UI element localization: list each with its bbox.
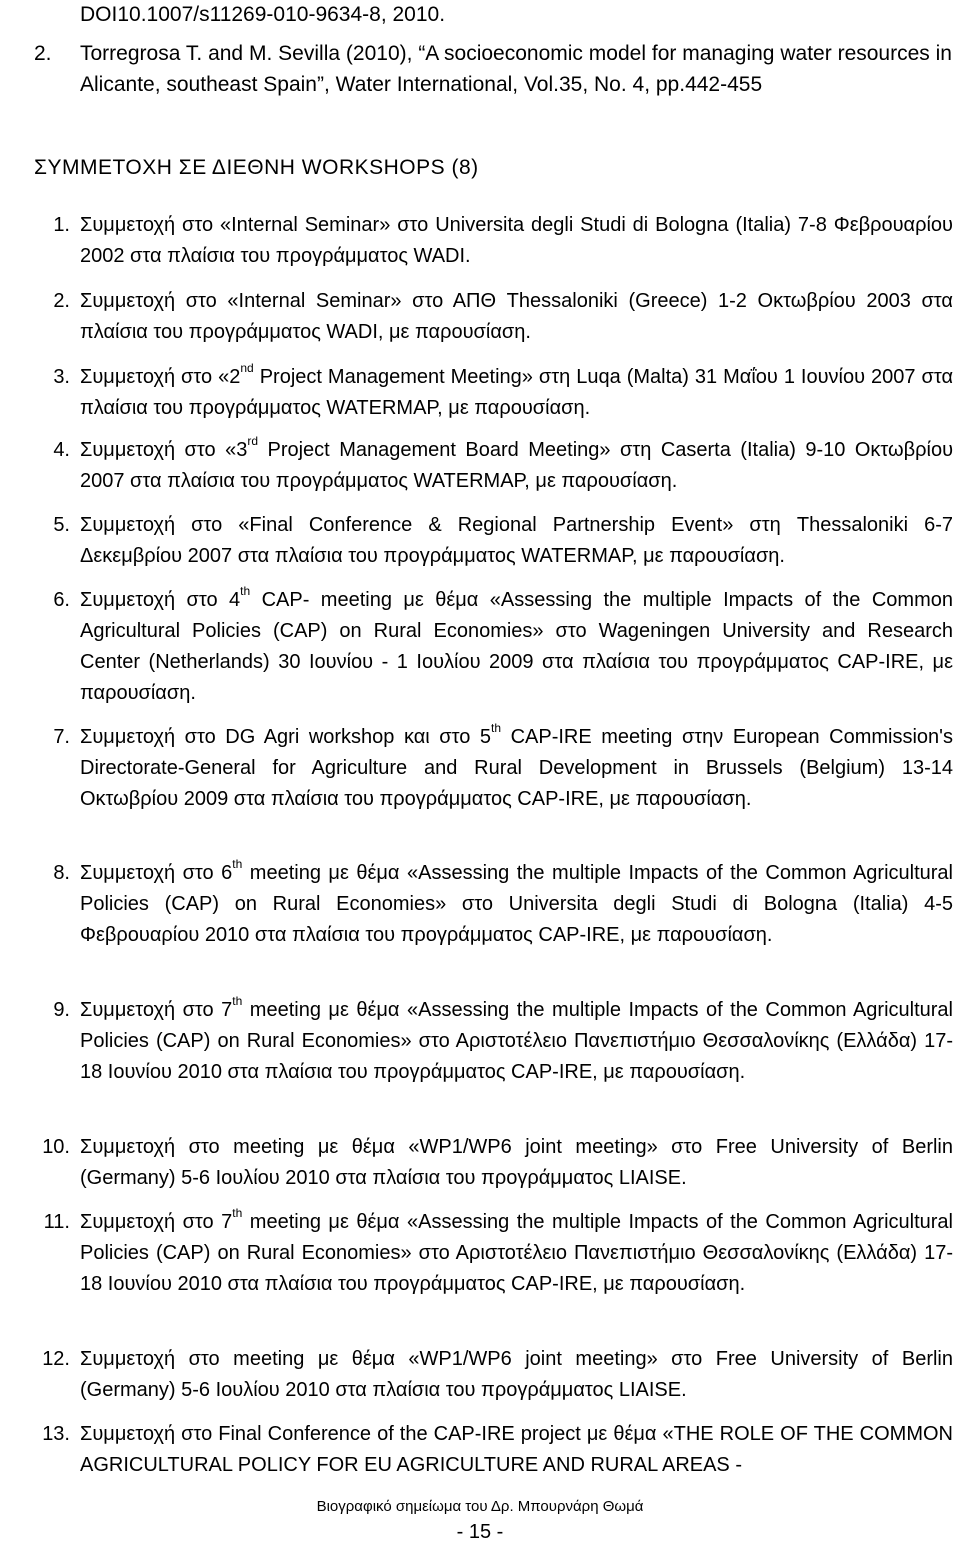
list-item	[0, 362, 960, 424]
item-text: Συμμετοχή στο meeting με θέμα «WP1/WP6 joint meeting» στο Free University of Berlin (Germany) 5-6 Ιουλίου 2010 στα πλαίσια του προγράμματος LIAISE.	[80, 1348, 953, 1401]
list-item	[0, 858, 960, 951]
page-number: - 15 -	[456, 1521, 504, 1543]
list-item	[0, 510, 960, 572]
item-number: 3.	[53, 366, 70, 388]
item-number: 1.	[53, 214, 70, 236]
item-text: Συμμετοχή στο «Internal Seminar» στο ΑΠΘ Thessaloniki (Greece) 1-2 Οκτωβρίου 2003 στα πλαίσια του προγράμματος WADI, με παρουσίαση.	[80, 290, 953, 343]
list-item	[0, 1207, 960, 1300]
list-item	[0, 1419, 960, 1481]
item-number: 11.	[43, 1211, 70, 1233]
item-number: 7.	[53, 726, 70, 748]
item-number: 5.	[53, 514, 70, 536]
item-number: 2.	[53, 290, 70, 312]
section-heading: ΣΥΜΜΕΤΟΧΗ ΣΕ ΔΙΕΘΝΗ WORKSHOPS (8)	[34, 156, 479, 179]
item-number: 10.	[42, 1136, 70, 1158]
item-text: Συμμετοχή στο «2nd Project Management Meeting» στη Luqa (Malta) 31 Μαΐου 1 Ιουνίου 2007 στα πλαίσια του προγράμματος WATERMAP, με παρουσίαση.	[80, 361, 954, 419]
list-item	[0, 210, 960, 272]
footer-author: Βιογραφικό σημείωμα του Δρ. Μπουρνάρη Θωμά	[316, 1498, 644, 1515]
item-number: 12.	[42, 1348, 70, 1370]
item-text: Συμμετοχή στο «3rd Project Management Board Meeting» στη Caserta (Italia) 9-10 Οκτωβρίου 2007 στα πλαίσια του προγράμματος WATERMAP, με παρουσίαση.	[80, 434, 954, 492]
item-number: 13.	[42, 1423, 70, 1445]
item-text: Συμμετοχή στο 7th meeting με θέμα «Assessing the multiple Impacts of the Common Agricultural Policies (CAP) on Rural Economies» στο Αριστοτέλειο Πανεπιστήμιο Θεσσαλονίκης (Ελλάδα) 17-18 Ιουνίου 2010 στα πλαίσια του προγράμματος CAP-IRE, με παρουσίαση.	[80, 994, 953, 1083]
list-item	[0, 286, 960, 348]
item-text: Συμμετοχή στο 6th meeting με θέμα «Assessing the multiple Impacts of the Common Agricultural Policies (CAP) on Rural Economies» στο Universita degli Studi di Bologna (Italia) 4-5 Φεβρουαρίου 2010 στα πλαίσια του προγράμματος CAP-IRE, με παρουσίαση.	[80, 857, 953, 946]
list-item	[0, 585, 960, 709]
reference-entry	[34, 38, 952, 100]
list-item	[0, 995, 960, 1088]
list-item	[0, 1344, 960, 1406]
list-item	[0, 722, 960, 815]
item-text: Συμμετοχή στο 4th CAP- meeting με θέμα «Assessing the multiple Impacts of the Common Agricultural Policies (CAP) on Rural Economies» στο Wageningen University and Research Center (Netherlands) 30 Ιουνίου - 1 Ιουλίου 2009 στα πλαίσια του προγράμματος CAP-IRE, με παρουσίαση.	[80, 584, 953, 704]
item-text: Συμμετοχή στο DG Agri workshop και στο 5th CAP-IRE meeting στην European Commission's Directorate-General for Agriculture and Rural Development in Brussels (Belgium) 13-14 Οκτωβρίου 2009 στα πλαίσια του προγράμματος CAP-IRE, με παρουσίαση.	[80, 721, 953, 810]
item-number: 9.	[53, 999, 70, 1021]
reference-number: 2.	[34, 42, 52, 65]
list-item	[0, 1132, 960, 1194]
item-text: Συμμετοχή στο meeting με θέμα «WP1/WP6 joint meeting» στο Free University of Berlin (Germany) 5-6 Ιουλίου 2010 στα πλαίσια του προγράμματος LIAISE.	[80, 1136, 953, 1189]
item-text: Συμμετοχή στο Final Conference of the CAP-IRE project με θέμα «THE ROLE OF THE COMMON AGRICULTURAL POLICY FOR EU AGRICULTURE AND RURAL AREAS -	[80, 1423, 953, 1476]
item-text: Συμμετοχή στο 7th meeting με θέμα «Assessing the multiple Impacts of the Common Agricultural Policies (CAP) on Rural Economies» στο Αριστοτέλειο Πανεπιστήμιο Θεσσαλονίκης (Ελλάδα) 17-18 Ιουνίου 2010 στα πλαίσια του προγράμματος CAP-IRE, με παρουσίαση.	[80, 1206, 953, 1295]
reference-text: Torregrosa T. and M. Sevilla (2010), “A socioeconomic model for managing water resources in Alicante, southeast Spain”, Water International, Vol.35, No. 4, pp.442-455	[80, 42, 952, 96]
item-number: 4.	[53, 439, 70, 461]
doi-line: DOI10.1007/s11269-010-9634-8, 2010.	[80, 3, 446, 26]
item-text: Συμμετοχή στο «Final Conference & Regional Partnership Event» στη Thessaloniki 6-7 Δεκεμβρίου 2007 στα πλαίσια του προγράμματος WATERMAP, με παρουσίαση.	[80, 514, 953, 567]
item-number: 8.	[53, 862, 70, 884]
list-item	[0, 435, 960, 497]
item-number: 6.	[53, 589, 70, 611]
item-text: Συμμετοχή στο «Internal Seminar» στο Universita degli Studi di Bologna (Italia) 7-8 Φεβρουαρίου 2002 στα πλαίσια του προγράμματος WADI.	[80, 214, 953, 267]
